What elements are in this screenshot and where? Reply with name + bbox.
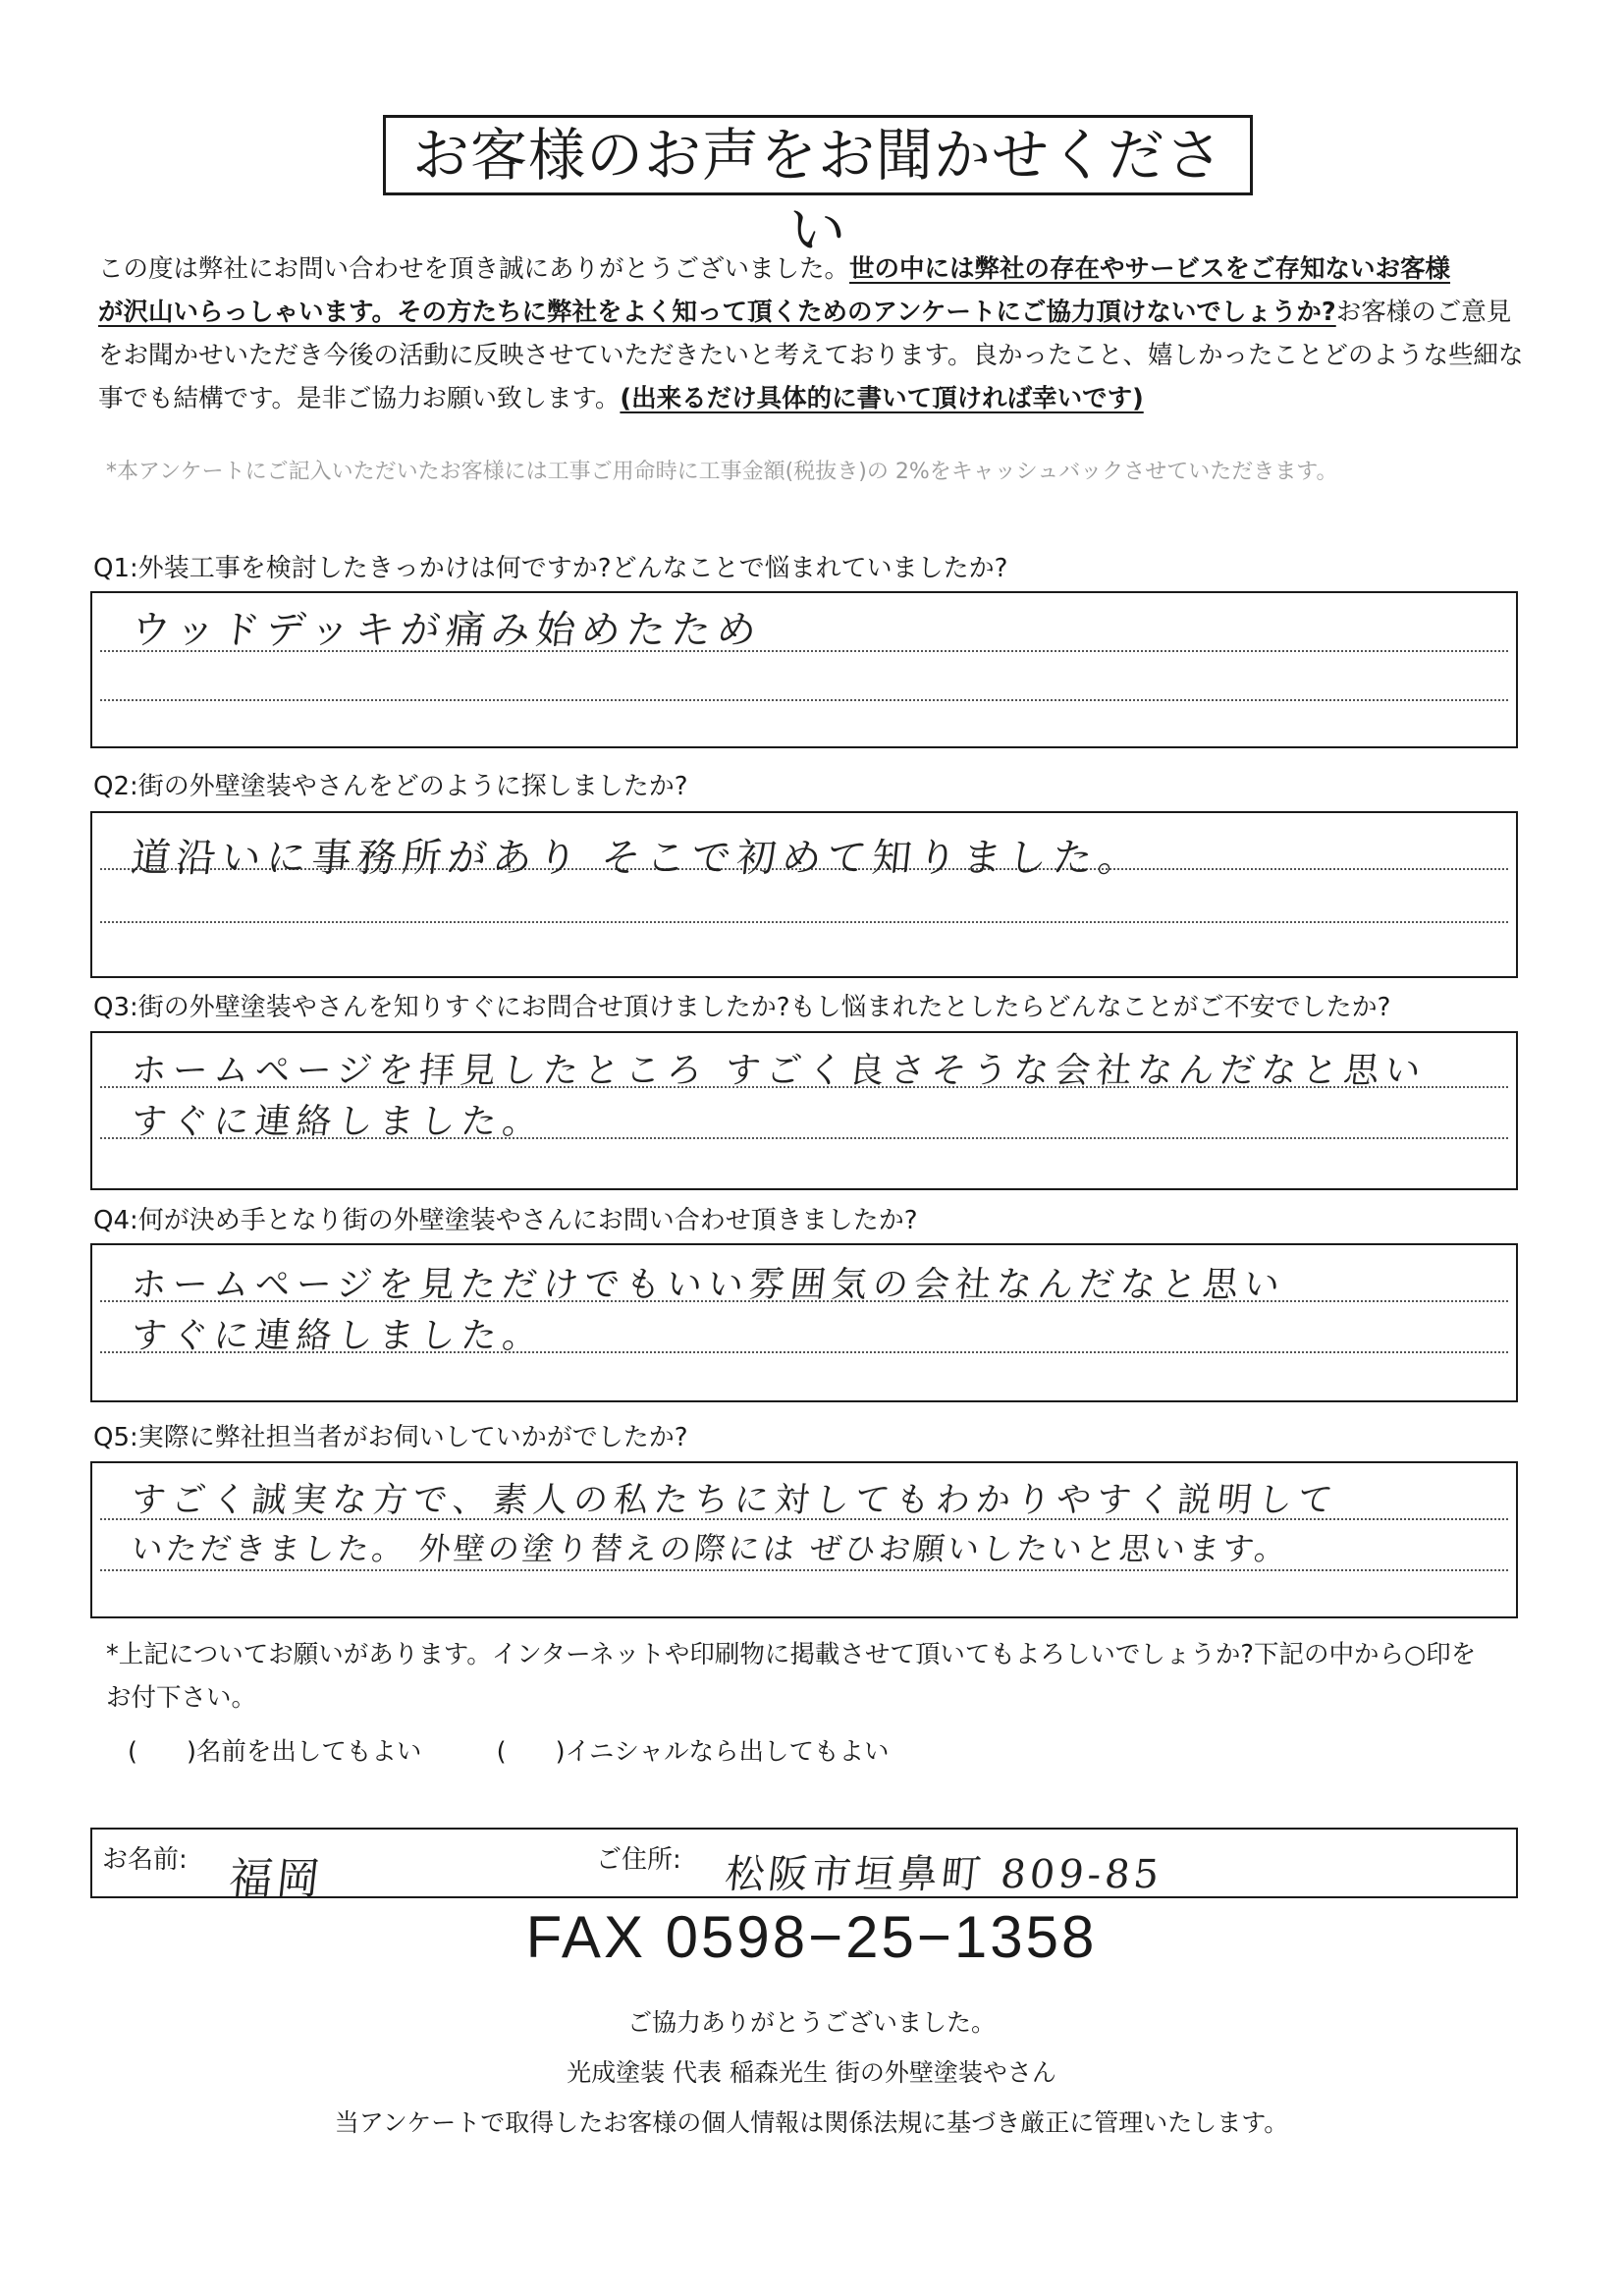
question-5-answer-box <box>90 1461 1518 1618</box>
cashback-note: *本アンケートにご記入いただいたお客様には工事ご用命時に工事金額(税抜き)の 2%をキャッシュバックさせていただきます。 <box>106 460 1338 484</box>
intro-line2-plain: お客様のご意見 <box>1335 298 1512 327</box>
intro-line2-bold: が沢山いらっしゃいます。その方たちに弊社をよく知って頂くためのアンケートにご協力頂けないでしょうか? <box>98 298 1336 327</box>
contact-box <box>90 1828 1518 1904</box>
option-initial-label: イニシャルなら出してもよい <box>565 1737 890 1767</box>
question-3-answer-line-2: すぐに連絡しました。 <box>129 1102 546 1142</box>
address-field[interactable]: 松阪市垣鼻町 809-85 <box>723 1852 1165 1897</box>
footer-thanks: ご協力ありがとうございました。 <box>626 2008 996 2037</box>
question-1-answer-box <box>90 591 1518 748</box>
question-5-answer-line-2: いただきました。 外壁の塗り替えの際には ぜひお願いしたいと思います。 <box>129 1530 1291 1567</box>
question-1-label: Q1:外装工事を検討したきっかけは何ですか?どんなことで悩まれていましたか? <box>93 554 1008 583</box>
form-title: お客様のお声をお聞かせください <box>383 115 1253 195</box>
question-4-answer-line-1: ホームページを見ただけでもいい雰囲気の会社なんだなと思い <box>129 1265 1288 1305</box>
footer-privacy: 当アンケートで取得したお客様の個人情報は関係法規に基づき厳正に管理いたします。 <box>334 2108 1289 2137</box>
option-name-checkbox[interactable] <box>128 1737 196 1767</box>
paren-open: ( <box>496 1737 507 1767</box>
name-field[interactable]: 福岡 <box>226 1854 327 1904</box>
question-5-answer-line-1: すごく誠実な方で、素人の私たちに対してもわかりやすく説明して <box>129 1481 1341 1520</box>
footer-company: 光成塗装 代表 稲森光生 街の外壁塗装やさん <box>567 2058 1056 2087</box>
question-3-answer-line-1: ホームページを拝見したところ すごく良さそうな会社なんだなと思い <box>129 1051 1429 1091</box>
answer-line <box>100 921 1508 923</box>
question-5-label: Q5:実際に弊社担当者がお伺いしていかがでしたか? <box>93 1423 688 1452</box>
question-1-answer-line-1: ウッドデッキが痛み始めたため <box>129 608 765 653</box>
intro-line4-plain: 事でも結構です。是非ご協力お願い致します。 <box>98 384 621 413</box>
intro-line1-bold: 世の中には弊社の存在やサービスをご存知ないお客様 <box>849 254 1451 284</box>
publication-request <box>106 1633 1540 1720</box>
question-2-answer-box <box>90 811 1518 978</box>
intro-line3: をお聞かせいただき今後の活動に反映させていただきたいと考えております。良かったこと、嬉しかったことどのような些細な <box>98 341 1524 370</box>
question-3-answer-box <box>90 1031 1518 1190</box>
question-4-answer-box <box>90 1243 1518 1402</box>
question-3-label: Q3:街の外壁塗装やさんを知りすぐにお問合せ頂けましたか?もし悩まれたとしたらどんなことがご不安でしたか? <box>93 993 1391 1022</box>
intro-line4-bold: (出来るだけ具体的に書いて頂ければ幸いです) <box>620 384 1144 413</box>
intro-paragraph <box>98 247 1542 420</box>
paren-open: ( <box>128 1737 137 1767</box>
paren-close: ) <box>186 1737 196 1767</box>
address-label: ご住所: <box>596 1845 681 1875</box>
answer-line <box>100 1569 1508 1571</box>
publication-options <box>128 1732 890 1768</box>
question-2-answer-line-1: 道沿いに事務所があり そこで初めて知りました。 <box>129 836 1146 881</box>
name-label: お名前: <box>102 1845 188 1875</box>
option-initial-checkbox[interactable] <box>497 1737 566 1767</box>
intro-line1-plain: この度は弊社にお問い合わせを頂き誠にありがとうございました。 <box>98 254 850 284</box>
question-2-label: Q2:街の外壁塗装やさんをどのように探しましたか? <box>93 772 688 801</box>
fax-number: FAX 0598−25−1358 <box>525 1904 1098 1970</box>
question-4-answer-line-2: すぐに連絡しました。 <box>129 1316 546 1356</box>
option-name-label: 名前を出してもよい <box>195 1737 422 1767</box>
request-line-2: お付下さい。 <box>106 1683 257 1713</box>
question-4-label: Q4:何が決め手となり街の外壁塗装やさんにお問い合わせ頂きましたか? <box>93 1206 918 1235</box>
request-line-1: *上記についてお願いがあります。インターネットや印刷物に掲載させて頂いてもよろしいでしょうか?下記の中から○印を <box>106 1640 1477 1669</box>
answer-line <box>100 699 1508 701</box>
paren-close: ) <box>555 1737 566 1767</box>
